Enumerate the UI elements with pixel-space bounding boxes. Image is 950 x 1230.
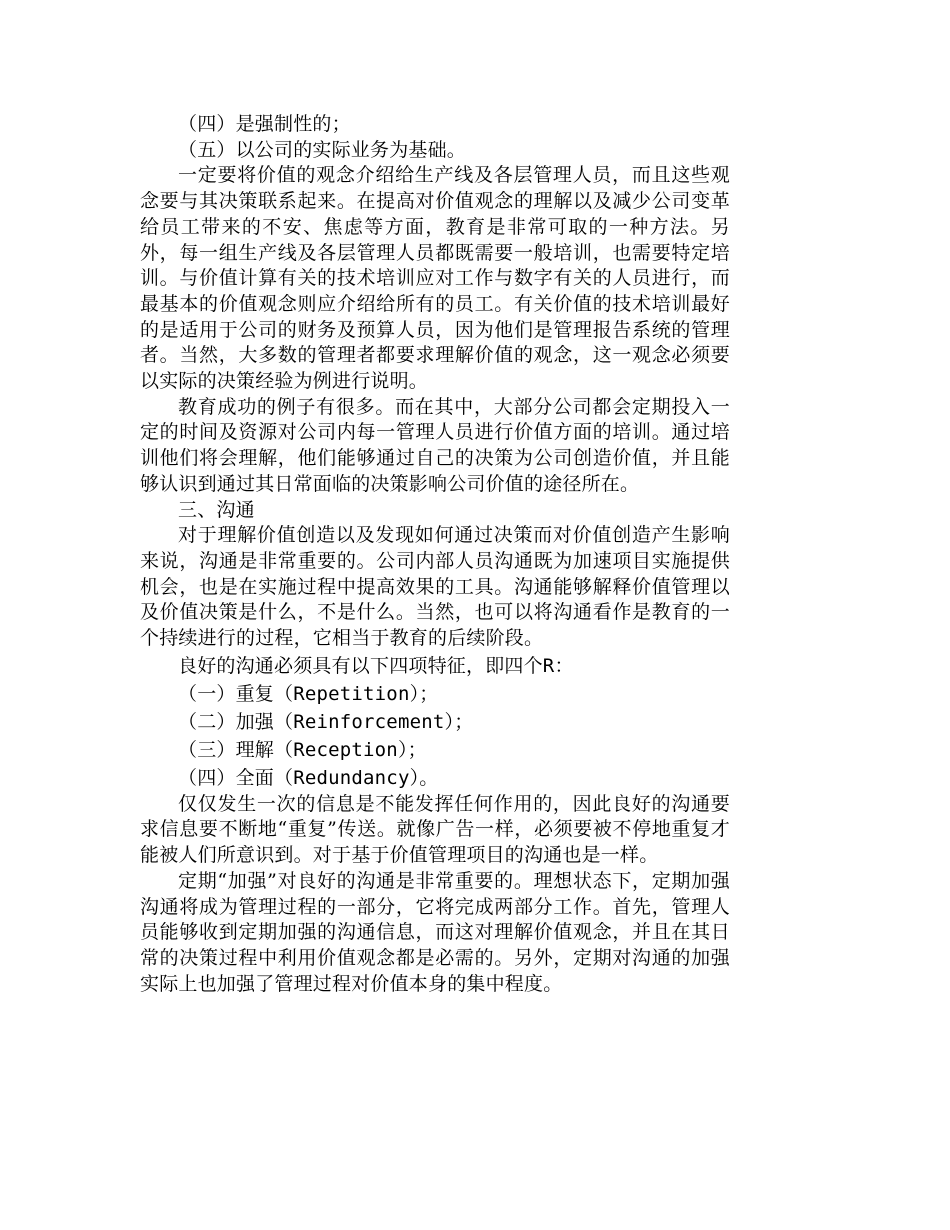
paragraph-repetition: 仅仅发生一次的信息是不能发挥任何作用的，因此良好的沟通要求信息要不断地“重复”传送。就像广告一样，必须要被不停地重复才能被人们所意识到。对于基于价值管理项目的沟通也是一样。 [140,792,730,867]
list-item-4-mandatory: （四）是强制性的； [178,113,351,135]
list-item-redundancy: （四）全面（Redundancy）。 [178,766,439,789]
list-item-repetition: （一）重复（Repetition）； [178,682,439,705]
paragraph-education-examples: 教育成功的例子有很多。而在其中，大部分公司都会定期投入一定的时间及资源对公司内每一管理人员进行价值方面的培训。通过培训他们将会理解，他们能够通过自己的决策为公司创造价值，并且能够认识到通过其日常面临的决策影响公司价值的途径所在。 [140,395,730,495]
document-page [140,112,730,997]
paragraph-reinforcement: 定期“加强”对良好的沟通是非常重要的。理想状态下，定期加强沟通将成为管理过程的一部分，它将完成两部分工作。首先，管理人员能够收到定期加强的沟通信息，而这对理解价值观念，并且在其日常的决策过程中利用价值观念都是必需的。另外，定期对沟通的加强实际上也加强了管理过程对价值本身的集中程度。 [140,869,730,995]
list-item-5-business-based: （五）以公司的实际业务为基础。 [178,138,467,161]
paragraph-four-r-intro: 良好的沟通必须具有以下四项特征，即四个R： [178,654,574,677]
section-heading-communication: 三、沟通 [178,498,255,521]
list-item-reinforcement: （二）加强（Reinforcement）； [178,710,474,733]
list-item-reception: （三）理解（Reception）； [178,738,427,761]
paragraph-education-concepts: 一定要将价值的观念介绍给生产线及各层管理人员，而且这些观念要与其决策联系起来。在提高对价值观念的理解以及减少公司变革给员工带来的不安、焦虑等方面，教育是非常可取的一种方法。另外，每一组生产线及各层管理人员都既需要一般培训，也需要特定培训。与价值计算有关的技术培训应对工作与数字有关的人员进行，而最基本的价值观念则应介绍给所有的员工。有关价值的技术培训最好的是适用于公司的财务及预算人员，因为他们是管理报告系统的管理者。当然，大多数的管理者都要求理解价值的观念，这一观念必须要以实际的决策经验为例进行说明。 [140,164,730,393]
paragraph-communication-importance: 对于理解价值创造以及发现如何通过决策而对价值创造产生影响来说，沟通是非常重要的。公司内部人员沟通既为加速项目实施提供机会，也是在实施过程中提高效果的工具。沟通能够解释价值管理以及价值决策是什么，不是什么。当然，也可以将沟通看作是教育的一个持续进行的过程，它相当于教育的后续阶段。 [140,524,730,650]
